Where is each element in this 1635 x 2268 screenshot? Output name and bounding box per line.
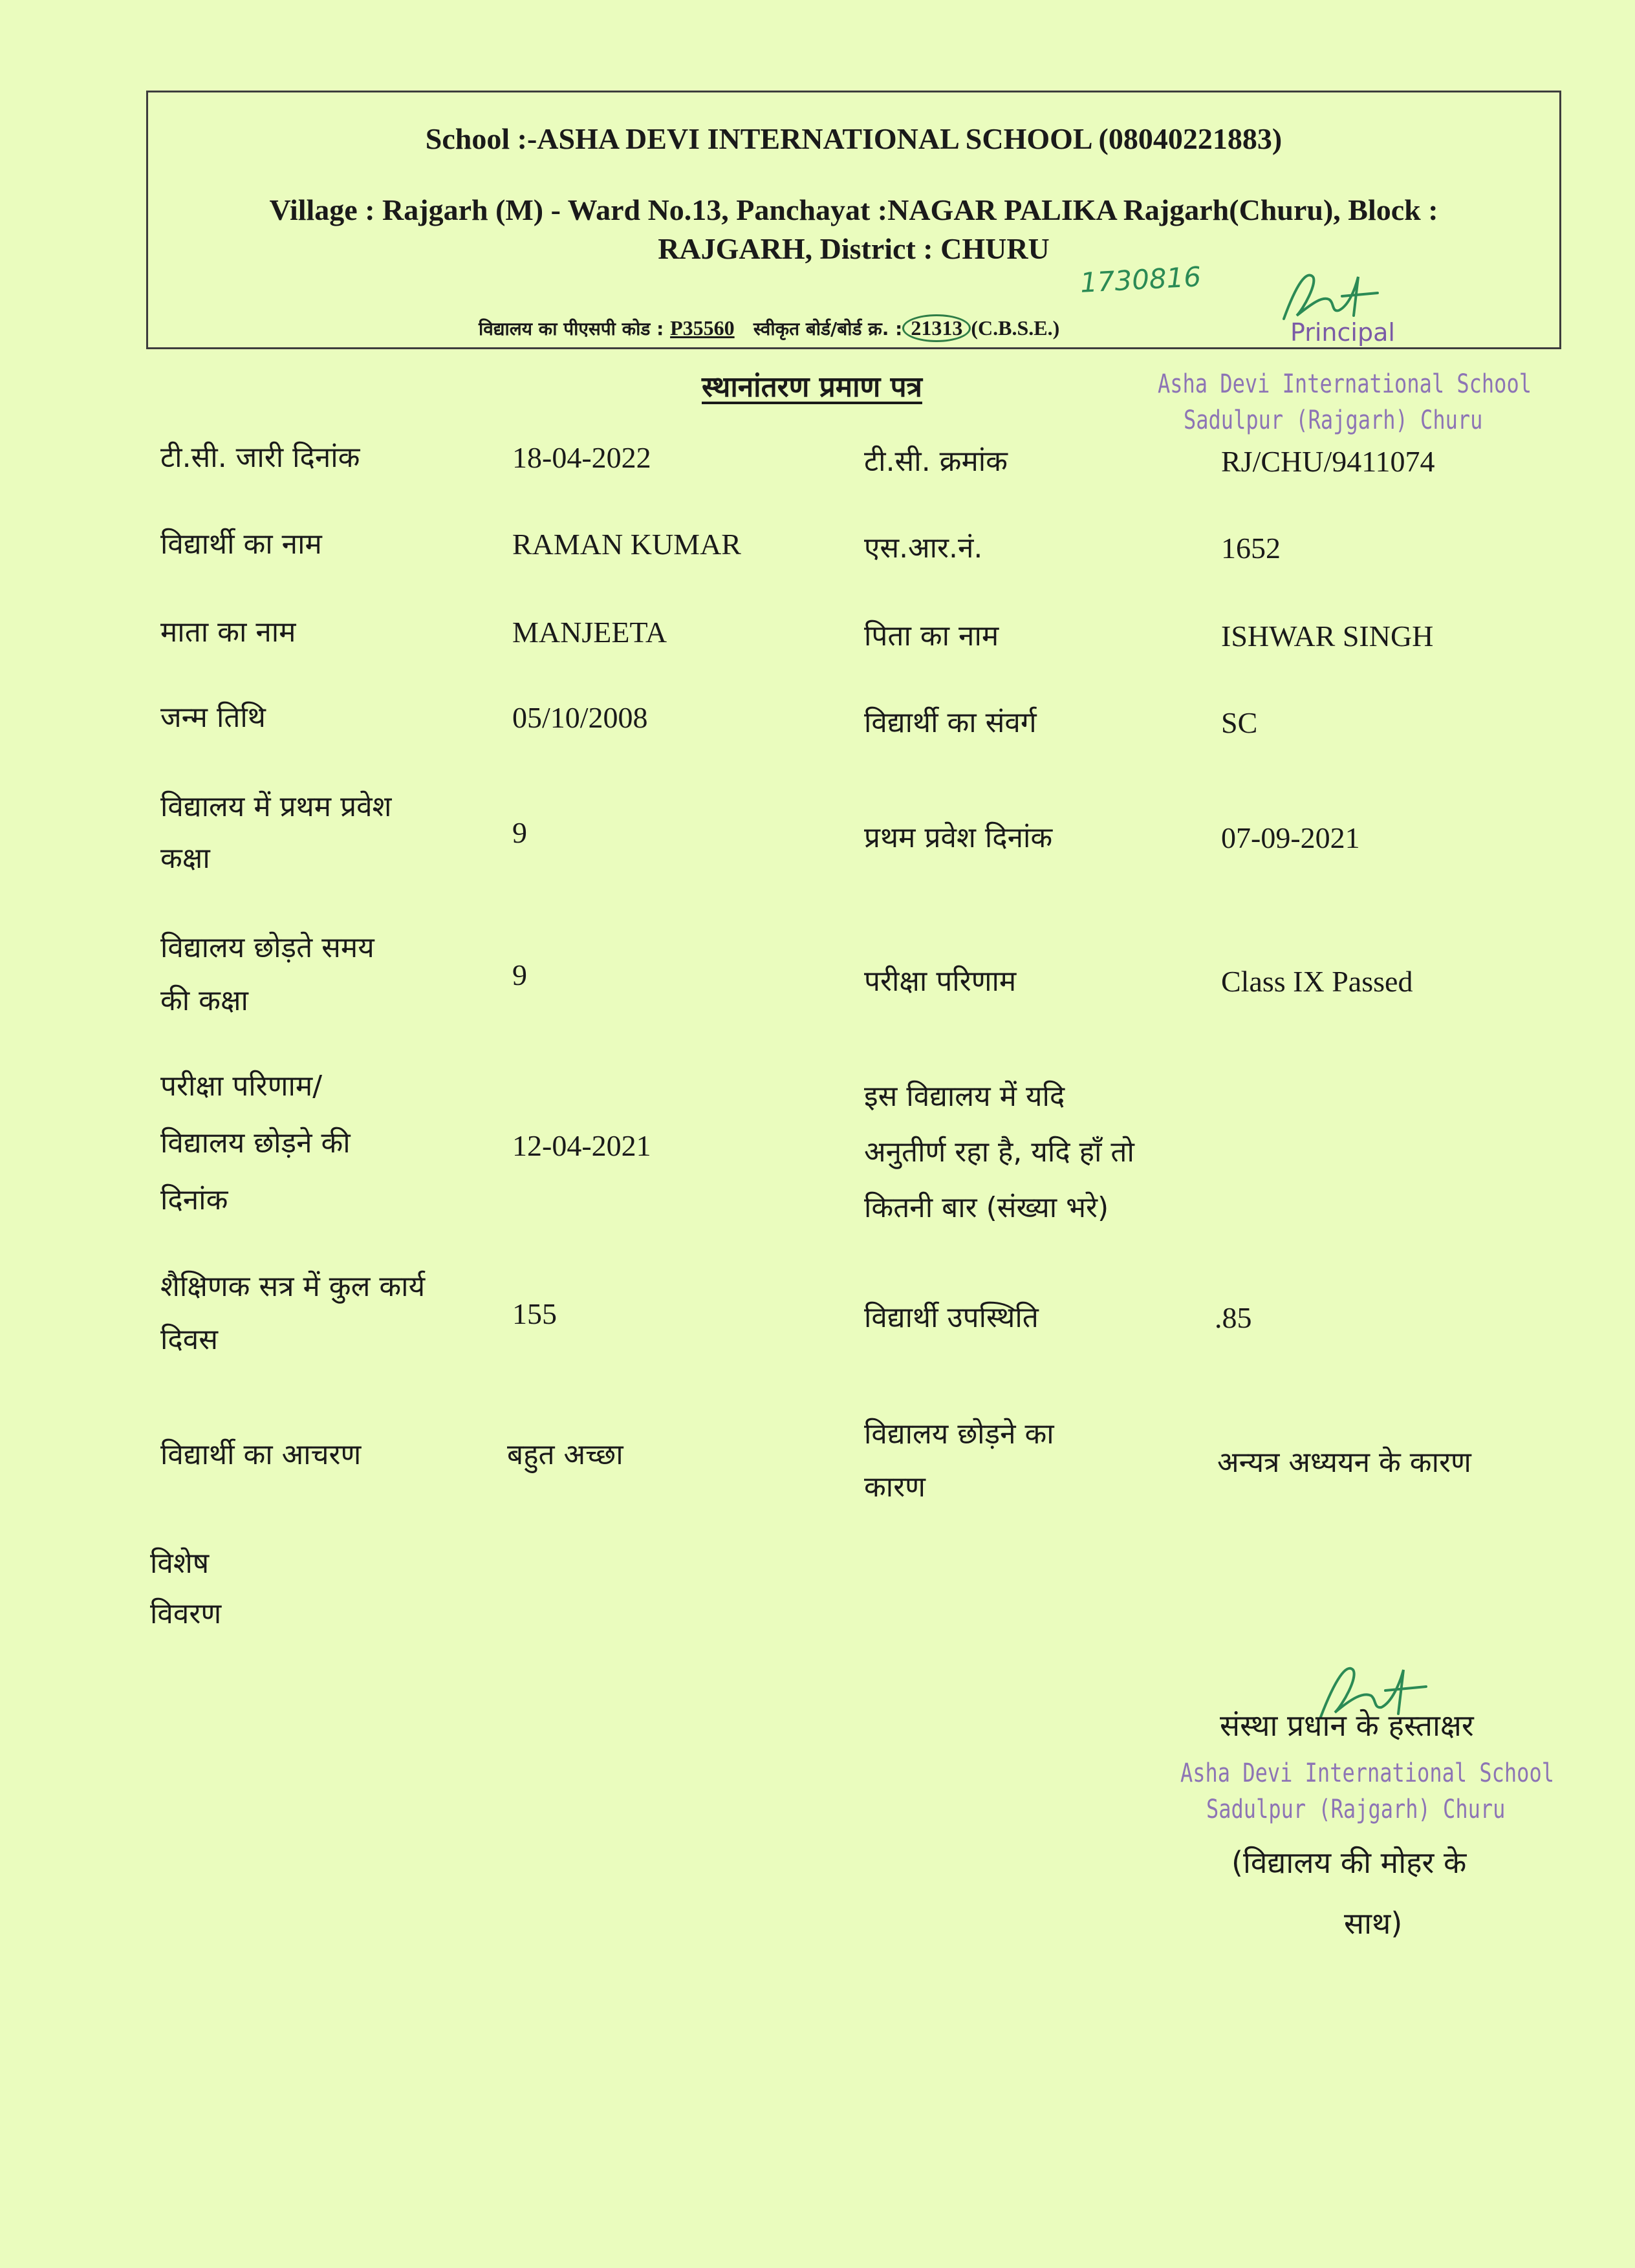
working-days-label-1: शैक्षिणक सत्र में कुल कार्य: [160, 1270, 426, 1303]
dob-value: 05/10/2008: [512, 701, 648, 734]
remarks-label-2: विवरण: [150, 1597, 222, 1630]
handwritten-number: 1730816: [1079, 261, 1202, 299]
seal-note-line2: साथ): [1344, 1906, 1403, 1941]
leaving-reason-value: अन्यत्र अध्ययन के कारण: [1217, 1446, 1471, 1479]
sr-no-value: 1652: [1221, 532, 1281, 565]
result-leaving-date-value: 12-04-2021: [512, 1129, 651, 1162]
psp-code-label: विद्यालय का पीएसपी कोड :: [479, 318, 664, 340]
remarks-label-1: विशेष: [150, 1547, 210, 1580]
category-label: विद्यार्थी का संवर्ग: [864, 706, 1037, 739]
school-name: School :-ASHA DEVI INTERNATIONAL SCHOOL (08040221883): [425, 122, 1283, 155]
tc-number-label: टी.सी. क्रमांक: [864, 445, 1008, 478]
working-days-label-2: दिवस: [160, 1323, 218, 1356]
conduct-value: बहुत अच्छा: [507, 1438, 623, 1471]
document-title: स्थानांतरण प्रमाण पत्र: [702, 371, 922, 404]
student-name-label: विद्यार्थी का नाम: [160, 528, 322, 561]
first-admission-date-value: 07-09-2021: [1221, 821, 1360, 854]
board-name: (C.B.S.E.): [971, 316, 1060, 340]
failed-label-1: इस विद्यालय में यदि: [864, 1080, 1065, 1113]
working-days-value: 155: [512, 1297, 557, 1330]
leaving-class-label-1: विद्यालय छोड़ते समय: [160, 931, 374, 964]
mother-name-value: MANJEETA: [512, 616, 667, 649]
category-value: SC: [1221, 706, 1258, 739]
school-codes: [479, 314, 1059, 342]
exam-result-label: परीक्षा परिणाम: [864, 965, 1017, 998]
stamp-bottom-line1: Asha Devi International School: [1180, 1758, 1554, 1788]
first-admission-class-label-2: कक्षा: [160, 842, 210, 875]
tc-number-value: RJ/CHU/9411074: [1221, 445, 1435, 478]
failed-label-3: कितनी बार (संख्या भरे): [864, 1191, 1109, 1224]
conduct-label: विद्यार्थी का आचरण: [160, 1438, 362, 1471]
tc-issue-date-value: 18-04-2022: [512, 441, 651, 474]
dob-label: जन्म तिथि: [160, 701, 266, 734]
exam-result-value: Class IX Passed: [1221, 965, 1413, 998]
result-leaving-date-label-2: विद्यालय छोड़ने की: [160, 1127, 351, 1160]
first-admission-date-label: प्रथम प्रवेश दिनांक: [864, 821, 1053, 854]
result-leaving-date-label-1: परीक्षा परिणाम/: [160, 1070, 323, 1103]
school-stamp-bottom: [1180, 1755, 1554, 1828]
failed-label-2: अनुतीर्ण रहा है, यदि हाँ तो: [864, 1136, 1134, 1169]
sr-no-label: एस.आर.नं.: [864, 532, 983, 565]
attendance-value: .85: [1215, 1301, 1252, 1334]
attendance-label: विद्यार्थी उपस्थिति: [864, 1301, 1039, 1334]
principal-designation: Principal: [1290, 318, 1395, 347]
school-address-line2: RAJGARH, District : CHURU: [658, 232, 1050, 265]
attendance-number: 85: [1222, 1301, 1252, 1334]
school-address-line1: Village : Rajgarh (M) - Ward No.13, Panchayat :NAGAR PALIKA Rajgarh(Churu), Block :: [269, 193, 1438, 226]
board-number: 21313: [902, 314, 971, 342]
father-name-value: ISHWAR SINGH: [1221, 620, 1434, 653]
school-stamp-top: [1158, 366, 1532, 438]
leaving-class-value: 9: [512, 958, 527, 991]
board-label: स्वीकृत बोर्ड/बोर्ड क्र. :: [753, 318, 903, 340]
stamp-line1: Asha Devi International School: [1158, 369, 1532, 399]
leaving-reason-label-1: विद्यालय छोड़ने का: [864, 1418, 1054, 1451]
result-leaving-date-label-3: दिनांक: [160, 1183, 228, 1216]
mother-name-label: माता का नाम: [160, 616, 296, 649]
psp-code: P35560: [670, 316, 735, 340]
signature-label: संस्था प्रधान के हस्ताक्षर: [1220, 1708, 1474, 1743]
stamp-line2: Sadulpur (Rajgarh) Churu: [1184, 405, 1483, 435]
leaving-reason-label-2: कारण: [864, 1471, 926, 1504]
first-admission-class-value: 9: [512, 816, 527, 849]
tc-issue-date-label: टी.सी. जारी दिनांक: [160, 441, 360, 474]
seal-note-line1: (विद्यालय की मोहर के: [1231, 1845, 1467, 1880]
father-name-label: पिता का नाम: [864, 620, 999, 653]
student-name-value: RAMAN KUMAR: [512, 528, 741, 561]
stamp-bottom-line2: Sadulpur (Rajgarh) Churu: [1206, 1795, 1506, 1824]
first-admission-class-label-1: विद्यालय में प्रथम प्रवेश: [160, 790, 392, 823]
leaving-class-label-2: की कक्षा: [160, 984, 248, 1017]
